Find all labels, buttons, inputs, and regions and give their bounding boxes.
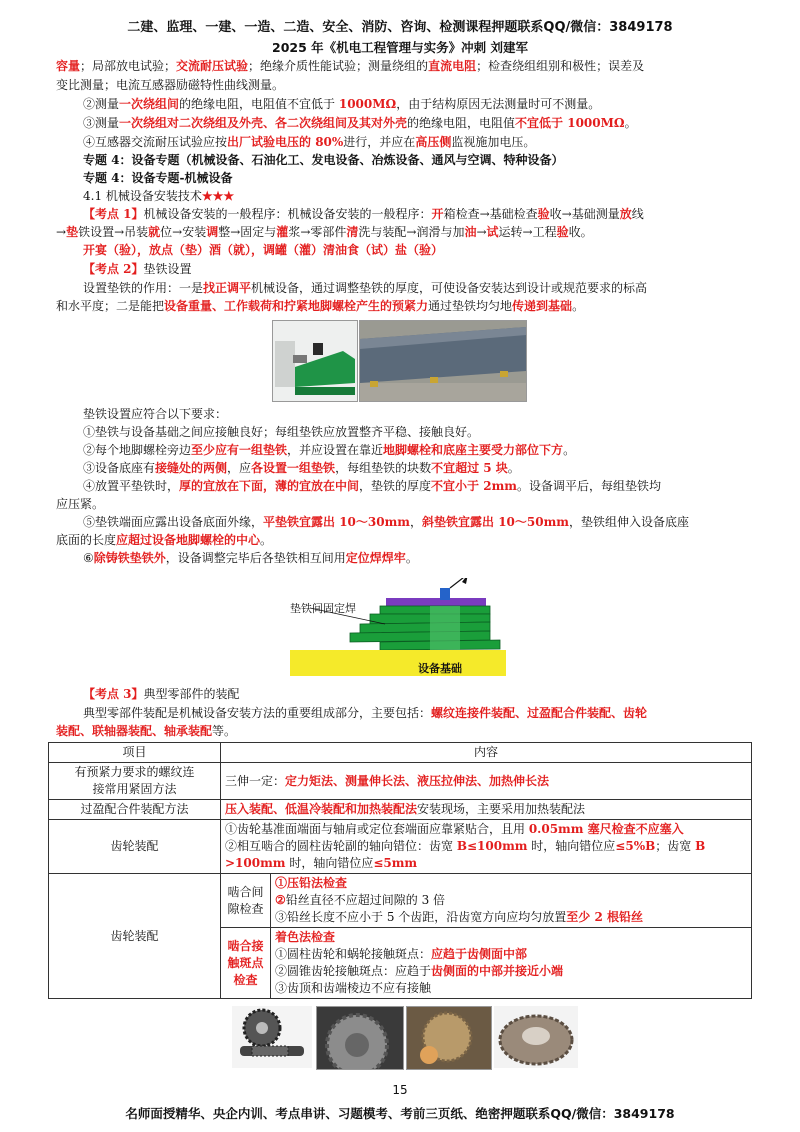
kp1-line-1: 【考点 1】机械设备安装的一般程序：机械设备安装的一般程序：开箱检查→基础检查验收→基础测量放线 [83,207,644,221]
bevel-gear-graphic [494,1006,578,1068]
worm-gear-photo [232,1006,312,1068]
page-footer: 名师面授精华、央企内训、考点串讲、习题模考、考前三页纸、绝密押题联系QQ/微信：3849178 [125,1106,675,1121]
intro-point-3: ③测量一次绕组对二次绕组及外壳、各二次绕组间及其对外壳的绝缘电阻，电阻值不宜低于 1000MΩ。 [83,116,637,130]
base-plate-photo [359,320,527,402]
table-cell-item: 过盈配合件装配方法 [49,800,221,820]
table-row [49,820,752,874]
table-row [49,800,752,820]
table-cell-content: 三伸一定：定力矩法、测量伸长法、液压拉伸法、加热伸长法 [221,763,752,800]
fig-weld-label: 垫铁间固定焊 [290,602,356,615]
section-title: 4.1 机械设备安装技术★★★ [83,189,235,203]
table-cell-content: ①齿轮基准面端面与轴肩或定位套端面应靠紧贴合，且用 0.05mm 塞尺检查不应塞入 ②相互啮合的圆柱齿轮副的轴向错位：齿宽 B≤100mm 时，轴向错位应≤5%B；齿宽 B >100mm 时，轴向错位应≤5mm [221,820,752,874]
kp1-mnemonic: 开宴（验），放点（垫）酒（就），调罐（灌）清油食（试）盐（验） [83,243,444,257]
kp2-req-2: ②每个地脚螺栓旁边至少应有一组垫铁，并应设置在靠近地脚螺栓和底座主要受力部位下方。 [83,443,576,457]
document-title: 2025 年《机电工程管理与实务》冲刺 刘建军 [272,40,528,55]
topic-subheading: 专题 4：设备专题-机械设备 [83,171,233,185]
kp2-req-title: 垫铁设置应符合以下要求： [83,407,228,421]
kp3-para-line-2: 装配、联轴器装配、轴承装配等。 [56,724,237,738]
intro-line-2: 变比测量；电流互感器励磁特性曲线测量。 [56,78,285,92]
table-cell-content: 压入装配、低温冷装配和加热装配法安装现场，主要采用加热装配法 [221,800,752,820]
fig-base-label: 设备基础 [418,662,462,675]
kp2-req-1: ①垫铁与设备基础之间应接触良好；每组垫铁应放置整齐平稳、接触良好。 [83,425,480,439]
table-row [49,874,752,928]
table-cell-content: ①压铅法检查 ②铅丝直径不应超过间隙的 3 倍 ③铅丝长度不应小于 5 个齿距，沿齿宽方向应均匀放置至少 2 根铅丝 [271,874,752,928]
table-cell-item: 有预紧力要求的螺纹连 接常用紧固方法 [49,763,221,800]
bevel-gear-photo [494,1006,578,1068]
worm-gear-graphic [232,1006,312,1068]
kp3-heading: 【考点 3】典型零部件的装配 [83,687,240,701]
spur-gear-photo [316,1006,404,1070]
topic-heading: 专题 4：设备专题（机械设备、石油化工、发电设备、冶炼设备、通风与空调、特种设备） [83,153,564,167]
kp2-req-4: ④放置平垫铁时，厚的宜放在下面，薄的宜放在中间，垫铁的厚度不宜小于 2mm。设备调平后，每组垫铁均 [83,479,661,493]
kp2-req-3: ③设备底座有接缝处的两侧，应各设置一组垫铁，每组垫铁的块数不宜超过 5 块。 [83,461,520,475]
page-number: 15 [392,1083,408,1097]
spur-gear-graphic [317,1007,403,1069]
shim-stack-diagram [290,578,520,678]
intro-point-4: ④互感器交流耐压试验应按出厂试验电压的 80%进行，并应在高压侧监视施加电压。 [83,135,536,149]
table-cell-subitem: 啮合间 隙检查 [221,874,271,928]
shim-photo-graphic [273,321,357,401]
kp2-para-line-1: 设置垫铁的作用：一是找正调平机械设备，通过调整垫铁的厚度，可使设备安装达到设计或规范要求的标高 [83,281,648,295]
kp2-heading: 【考点 2】垫铁设置 [83,262,192,276]
kp2-req-6: ⑥除铸铁垫铁外，设备调整完毕后各垫铁相互间用定位焊焊牢。 [83,551,418,565]
page-header: 二建、监理、一建、一造、二造、安全、消防、咨询、检测课程押题联系QQ/微信：3849178 [127,20,673,35]
kp3-para-line-1: 典型零部件装配是机械设备安装方法的重要组成部分，主要包括：螺纹连接件装配、过盈配合件装配、齿轮 [83,706,648,720]
kp1-line-2: →垫铁设置→吊装就位→安装调整→固定与灌浆→零部件清洗与装配→润滑与加油→试运转→工程验收。 [56,225,593,239]
kp2-req-5-cont: 底面的长度应超过设备地脚螺栓的中心。 [56,533,273,547]
table-row [49,763,752,800]
table-cell-item: 齿轮装配 [49,874,221,999]
kp2-req-5: ⑤垫铁端面应露出设备底面外缘，平垫铁宜露出 10～30mm，斜垫铁宜露出 10～50mm，垫铁组伸入设备底座 [83,515,690,529]
intro-point-2: ②测量一次绕组间的绝缘电阻，电阻值不宜低于 1000MΩ，由于结构原因无法测量时可不测量。 [83,97,601,111]
shim-photo [272,320,358,402]
table-header-row [49,743,752,763]
table-cell-item: 齿轮装配 [49,820,221,874]
kp2-req-4-cont: 应压紧。 [56,497,105,511]
table-cell-content: 着色法检查 ①圆柱齿轮和蜗轮接触斑点：应趋于齿侧面中部 ②圆锥齿轮接触斑点：应趋于齿侧面的中部并接近小端 ③齿顶和齿端棱边不应有接触 [271,928,752,999]
gear-install-photo [406,1006,492,1070]
shim-stack-graphic [290,578,520,678]
gear-install-graphic [407,1007,491,1069]
table-cell-subitem: 啮合接 触斑点 检查 [221,928,271,999]
assembly-table [48,742,752,999]
base-plate-graphic [360,321,526,401]
table-header-content: 内容 [221,743,752,763]
kp2-para-line-2: 和水平度；二是能把设备重量、工作载荷和拧紧地脚螺栓产生的预紧力通过垫铁均匀地传递到基础。 [56,299,585,313]
table-header-item: 项目 [49,743,221,763]
intro-line-1: 容量；局部放电试验；交流耐压试验；绝缘介质性能试验；测量绕组的直流电阻；检查绕组组别和极性；误差及 [56,59,645,73]
